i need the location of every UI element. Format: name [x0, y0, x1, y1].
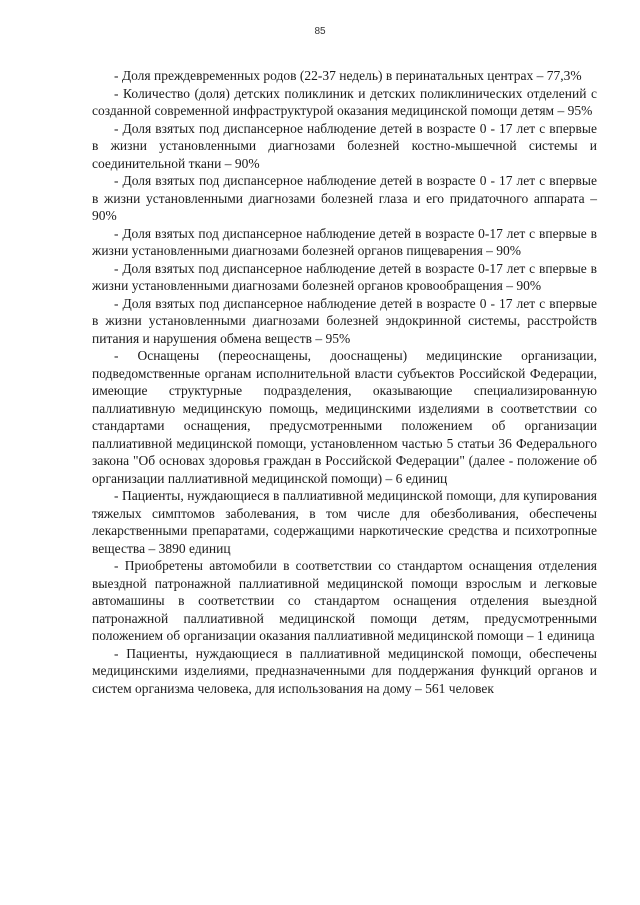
paragraph-palliative-equipment: - Оснащены (переоснащены, дооснащены) медицинские организации, подведомственные органам исполнительной власти субъектов Российской Федерации, имеющие структурные подразделения, оказывающие специализированную паллиативную медицинскую помощь, медицинскими изделиями в соответствии со стандартами оснащения, предусмотренными положением об организации паллиативной медицинской помощи, установленном частью 5 статьи 36 Федерального закона "Об основах здоровья граждан в Российской Федерации" (далее - положение об организации паллиативной медицинской помощи) – 6 единиц: [92, 348, 597, 486]
paragraph-children-polyclinics: - Количество (доля) детских поликлиник и детских поликлинических отделений с созданной современной инфраструктурой оказания медицинской помощи детям – 95%: [92, 85, 597, 118]
paragraph-circulatory: - Доля взятых под диспансерное наблюдение детей в возрасте 0-17 лет с впервые в жизни установленными диагнозами болезней органов кровообращения – 90%: [92, 260, 597, 293]
paragraph-endocrine: - Доля взятых под диспансерное наблюдение детей в возрасте 0 - 17 лет с впервые в жизни установленными диагнозами болезней эндокринной системы, расстройств питания и нарушения обмена веществ – 95%: [92, 295, 597, 346]
paragraph-preterm-births: - Доля преждевременных родов (22-37 недель) в перинатальных центрах – 77,3%: [114, 68, 582, 83]
paragraph-palliative-drugs: - Пациенты, нуждающиеся в паллиативной медицинской помощи, для купирования тяжелых симптомов заболевания, в том числе для обезболивания, обеспечены лекарственными препаратами, содержащими наркотические средства и психотропные вещества – 3890 единиц: [92, 488, 597, 556]
paragraph-palliative-vehicles: - Приобретены автомобили в соответствии со стандартом оснащения отделения выездной патронажной паллиативной медицинской помощи взрослым и легковые автомашины в соответствии со стандартом оснащения отделения выездной патронажной паллиативной медицинской помощи детям, предусмотренными положением об организации оказания паллиативной медицинской помощи – 1 единица: [92, 558, 597, 643]
paragraph-digestive: - Доля взятых под диспансерное наблюдение детей в возрасте 0-17 лет с впервые в жизни установленными диагнозами болезней органов пищеварения – 90%: [92, 225, 597, 258]
paragraph-eye-diseases: - Доля взятых под диспансерное наблюдение детей в возрасте 0 - 17 лет с впервые в жизни установленными диагнозами болезней глаза и его придаточного аппарата – 90%: [92, 173, 597, 223]
paragraph-palliative-devices: - Пациенты, нуждающиеся в паллиативной медицинской помощи, обеспечены медицинскими изделиями, предназначенными для поддержания функций органов и систем организма человека, для использования на дому – 561 человек: [92, 645, 597, 696]
page-number: 85: [314, 26, 326, 37]
document-body: [92, 67, 597, 697]
paragraph-musculoskeletal: - Доля взятых под диспансерное наблюдение детей в возрасте 0 - 17 лет с впервые в жизни установленными диагнозами болезней костно-мышечной системы и соединительной ткани – 90%: [92, 120, 597, 171]
